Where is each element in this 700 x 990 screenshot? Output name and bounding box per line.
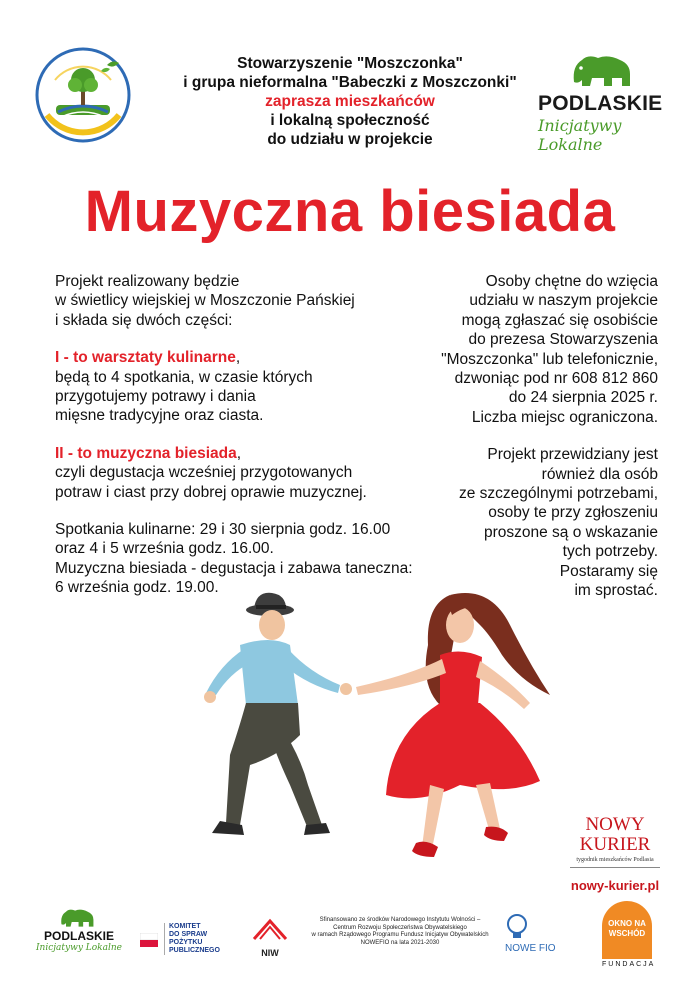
schedule-line: Spotkania kulinarne: 29 i 30 sierpnia godz. 16.00: [55, 521, 391, 539]
left-column: [55, 272, 465, 616]
nowe-fio-label: NOWE FIO: [505, 943, 556, 954]
nowy-kurier-logo: [560, 815, 670, 893]
accessibility-line: również dla osób: [541, 465, 658, 483]
header-line-1: Stowarzyszenie "Moszczonka": [237, 55, 463, 72]
niw-emblem-icon: [250, 917, 290, 943]
intro-line: Projekt realizowany będzie: [55, 273, 240, 290]
registration-line: dzwoniąc pod nr 608 812 860: [454, 370, 658, 388]
funding-line: Sfinansowano ze środków Narodowego Instytutu Wolności –: [319, 917, 481, 923]
niw-logo: [250, 917, 290, 957]
nowy-kurier-tagline: tygodnik mieszkańców Podlasia: [576, 857, 654, 863]
schedule-line: oraz 4 i 5 września godz. 16.00.: [55, 540, 274, 558]
schedule-line: Muzyczna biesiada - degustacja i zabawa taneczna:: [55, 559, 413, 577]
funding-line: Centrum Rozwoju Społeczeństwa Obywatelskiego: [333, 924, 467, 931]
registration-line: do 24 sierpnia 2025 r.: [508, 389, 658, 407]
nowy-kurier-line2: KURIER: [579, 834, 651, 855]
registration-line: "Moszczonka" lub telefonicznie,: [441, 350, 658, 368]
part1-line: będą to 4 spotkania, w czasie których: [55, 368, 313, 386]
komitet-line: DO SPRAW: [169, 931, 208, 938]
funding-line: NOWEFIO na lata 2021-2030: [360, 939, 440, 946]
part2-heading: II - to muzyczna biesiada: [55, 444, 237, 462]
okno-line: OKNO NA: [608, 919, 646, 928]
intro-line: i składa się dwóch części:: [55, 311, 233, 329]
accessibility-line: proszone są o wskazanie: [483, 523, 658, 541]
okno-line: WSCHÓD: [608, 929, 646, 938]
podlaskie-footer-title: PODLASKIE: [43, 929, 114, 943]
accessibility-line: ze szczególnymi potrzebami,: [459, 485, 658, 503]
moszczonka-logo: [33, 45, 133, 145]
registration-paragraph: [410, 272, 658, 427]
podlaskie-title: PODLASKIE: [538, 92, 663, 115]
part1-line: przygotujemy potrawy i dania: [55, 388, 256, 406]
header-invitation: [140, 54, 560, 149]
funding-line: w ramach Rządowego Programu Fundusz Inicjatyw Obywatelskich: [311, 932, 489, 938]
nowy-kurier-line1: NOWY: [585, 814, 645, 835]
podlaskie-subtitle: Inicjatywy Lokalne: [538, 116, 622, 154]
schedule-line: 6 września godz. 19.00.: [55, 579, 219, 597]
registration-line: do prezesa Stowarzyszenia: [468, 331, 658, 349]
bison-icon: [58, 907, 98, 929]
part2-line: potraw i ciast przy dobrej oprawie muzycznej.: [55, 483, 367, 501]
nowy-kurier-url: nowy-kurier.pl: [570, 878, 660, 893]
accessibility-line: im sprostać.: [574, 582, 658, 600]
header-line-2: i grupa nieformalna "Babeczki z Moszczonki": [183, 74, 517, 91]
bison-icon: [568, 52, 638, 90]
part2-paragraph: II - to muzyczna biesiada, czyli degustacja wcześniej przygotowanych potraw i ciast przy dobrej oprawie muzycznej.: [55, 444, 367, 501]
flag-icon: [140, 933, 158, 947]
accessibility-line: Projekt przewidziany jest: [487, 446, 658, 464]
header-line-5: do udziału w projekcie: [267, 131, 433, 148]
sponsors-footer: [0, 895, 700, 990]
divider: [570, 867, 660, 868]
part2-line: czyli degustacja wcześniej przygotowanych: [55, 464, 353, 482]
woman-figure: [356, 593, 550, 857]
registration-line: Liczba miejsc ograniczona.: [471, 408, 658, 426]
bulb-icon: [505, 913, 529, 941]
komitet-line: POŻYTKU: [169, 939, 203, 946]
registration-line: Osoby chętne do wzięcia: [485, 273, 658, 290]
intro-paragraph: [55, 272, 465, 330]
komitet-line: PUBLICZNEGO: [169, 947, 220, 954]
podlaskie-footer-subtitle: Inicjatywy Lokalne: [36, 943, 122, 953]
dancing-couple-illustration: [190, 585, 560, 885]
nowe-fio-logo: [505, 913, 575, 954]
part1-heading: I - to warsztaty kulinarne: [55, 349, 236, 367]
header-line-3: zaprasza mieszkańców: [265, 93, 435, 110]
intro-line: w świetlicy wiejskiej w Moszczonie Pańskiej: [55, 292, 355, 310]
part1-paragraph: I - to warsztaty kulinarne, będą to 4 spotkania, w czasie których przygotujemy potrawy i dania mięsne tradycyjne oraz ciasta.: [55, 349, 313, 425]
accessibility-paragraph: [410, 445, 658, 600]
okno-na-wschod-logo: [602, 901, 658, 968]
accessibility-line: tych potrzeby.: [562, 543, 658, 561]
okno-emblem: [602, 901, 652, 959]
page-title: Muzyczna biesiada: [84, 179, 616, 244]
funding-note: [300, 917, 500, 947]
accessibility-line: Postaramy się: [559, 562, 658, 580]
part1-line: mięsne tradycyjne oraz ciasta.: [55, 407, 264, 425]
registration-line: mogą zgłaszać się osobiście: [461, 311, 658, 329]
header-line-4: i lokalną społeczność: [270, 112, 430, 129]
right-column: [410, 272, 658, 619]
accessibility-line: osoby te przy zgłoszeniu: [488, 504, 658, 522]
fundacja-label: FUNDACJA: [602, 961, 656, 968]
podlaskie-logo: [538, 52, 668, 154]
registration-line: udziału w naszym projekcie: [469, 292, 658, 310]
podlaskie-footer-logo: [34, 907, 124, 953]
komitet-line: KOMITET: [169, 923, 201, 930]
man-figure: [204, 593, 352, 835]
niw-label: NIW: [261, 948, 279, 958]
